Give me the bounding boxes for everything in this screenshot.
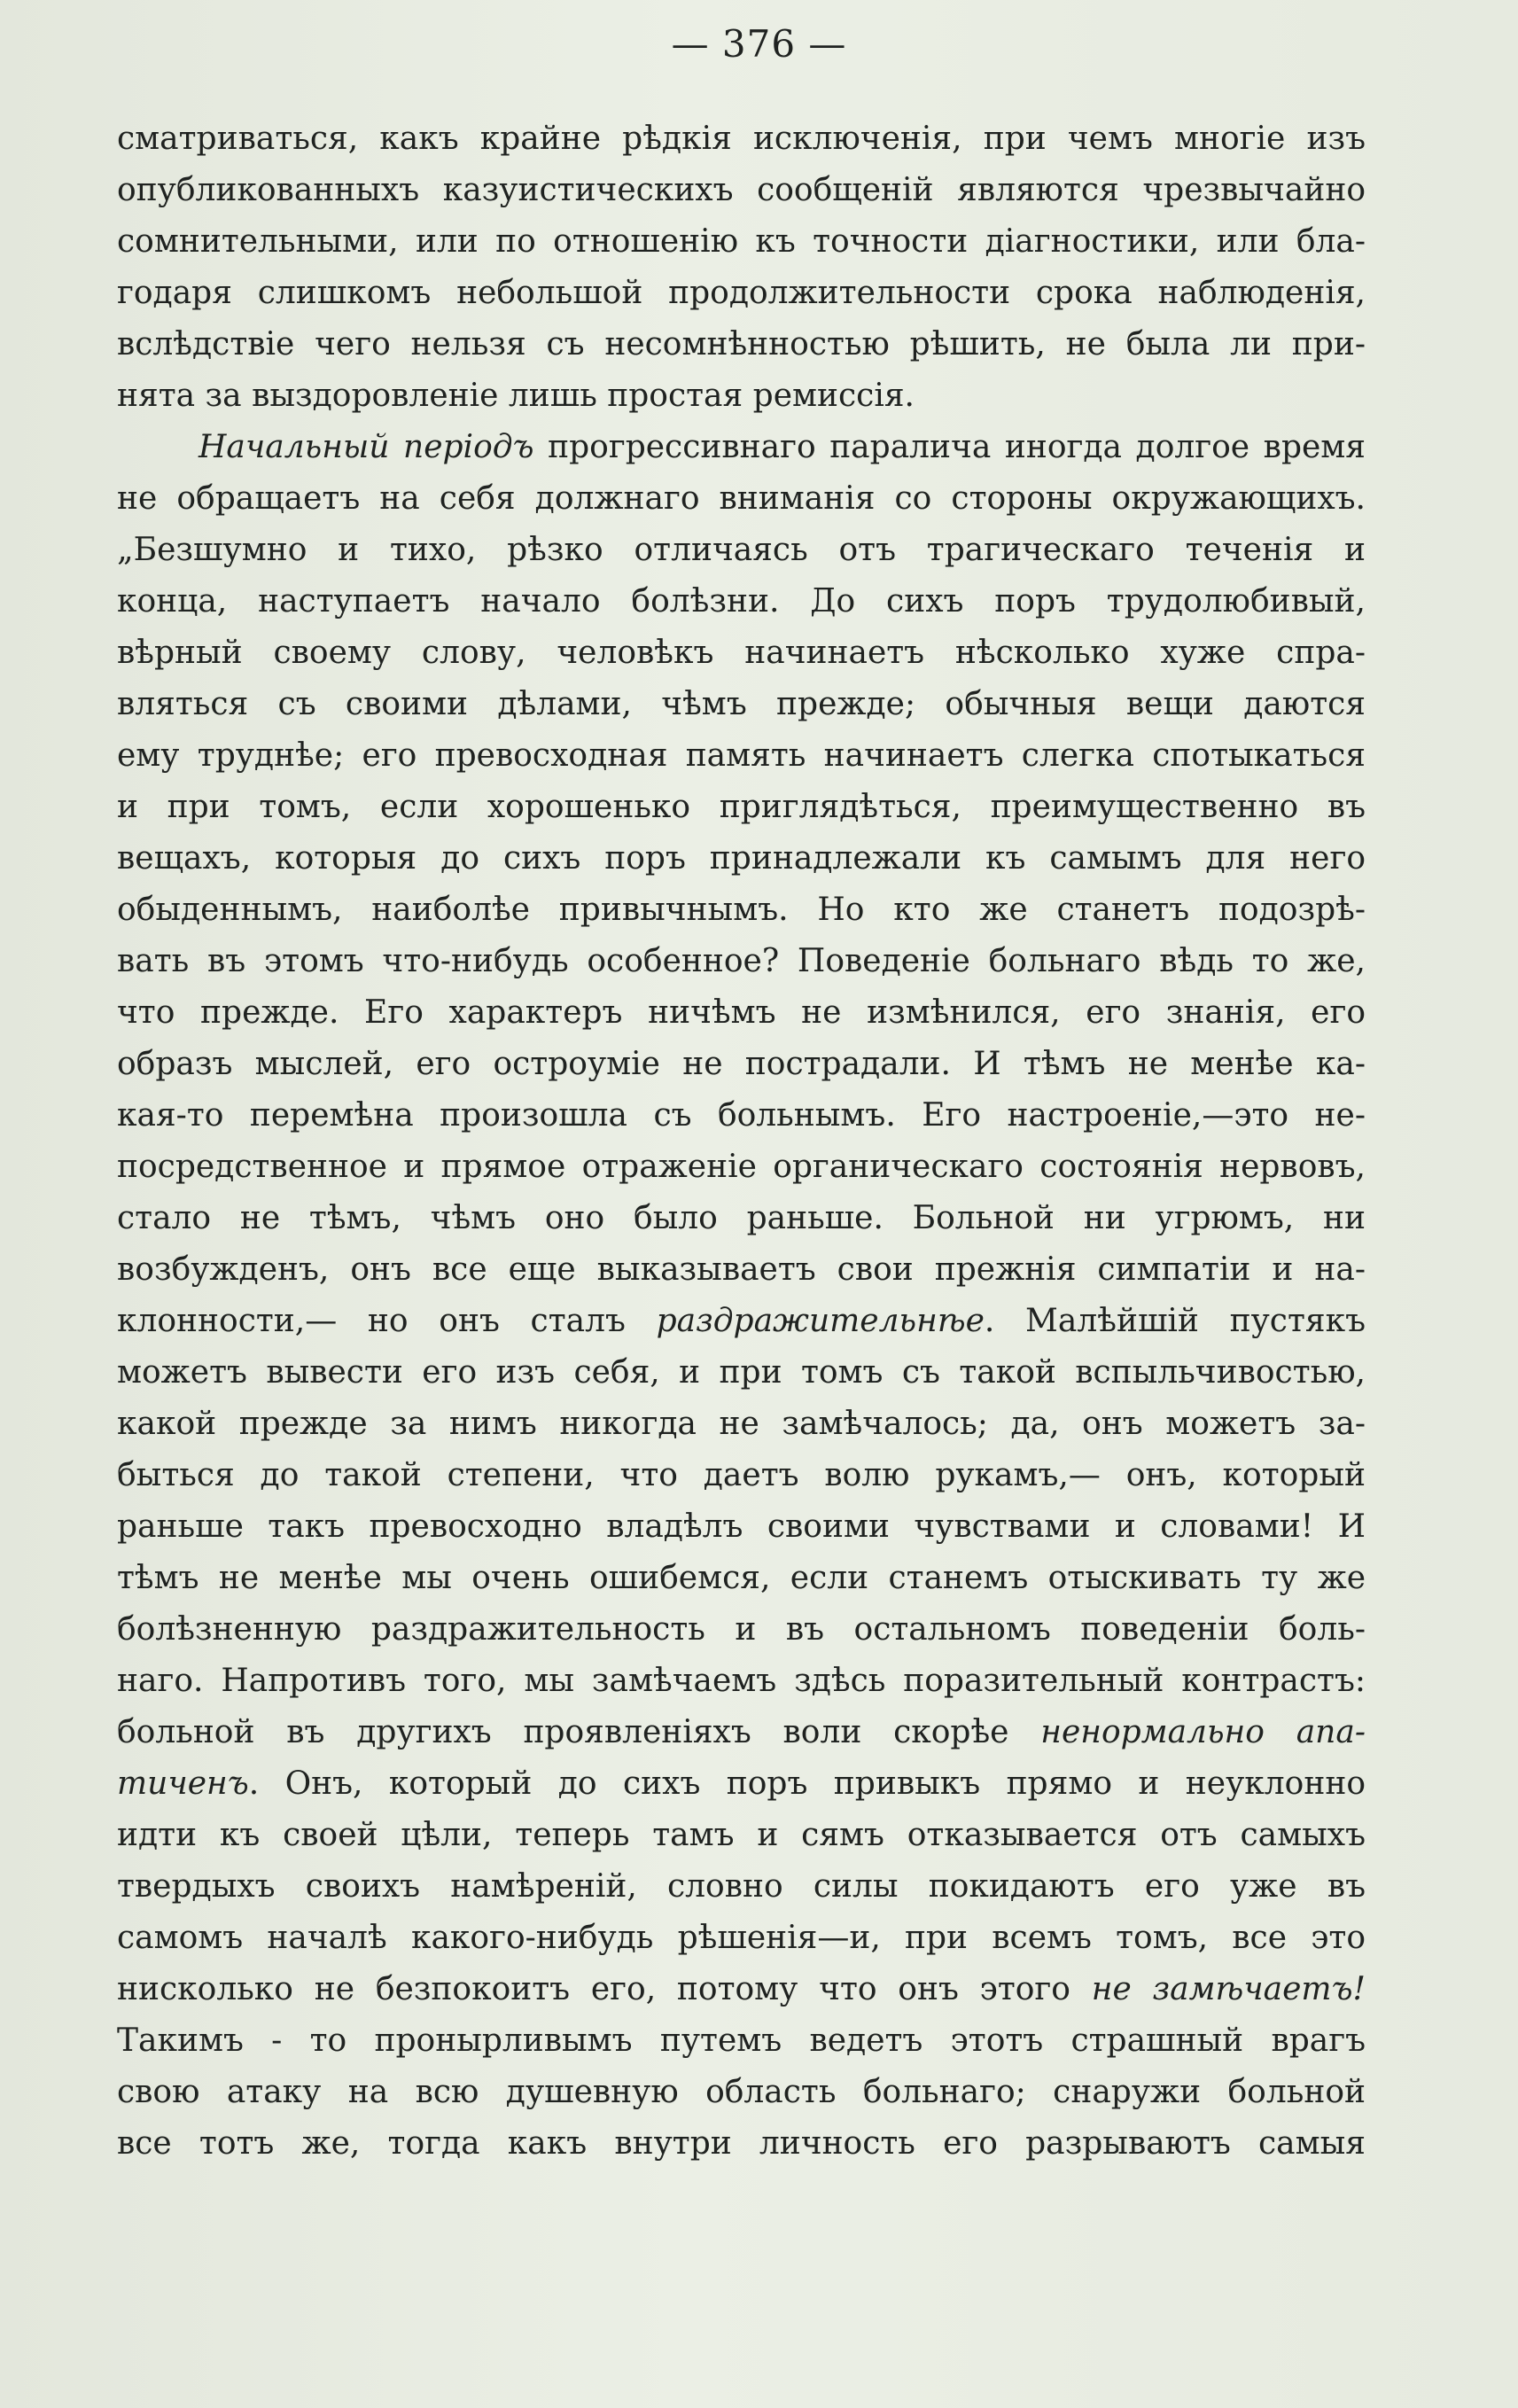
line-text: быться до такой степени, что даетъ волю рукамъ,— онъ, который xyxy=(117,1457,1366,1493)
line-text: самомъ началѣ какого-нибудь рѣшенія—и, при всемъ томъ, все это xyxy=(117,1920,1366,1956)
line-text: кая-то перемѣна произошла съ больнымъ. Его настроеніе,—это не- xyxy=(117,1097,1366,1134)
text-line xyxy=(117,987,1366,1039)
line-text: обыденнымъ, наиболѣе привычнымъ. Но кто же станетъ подозрѣ- xyxy=(117,892,1366,928)
italic-text: не замѣчаетъ! xyxy=(1091,1971,1366,2007)
text-line xyxy=(117,1810,1366,1861)
text-line xyxy=(117,165,1366,216)
text-line xyxy=(117,1399,1366,1450)
text-line xyxy=(117,1758,1366,1810)
text-line xyxy=(117,1707,1366,1758)
text-line xyxy=(117,782,1366,833)
text-line xyxy=(117,216,1366,268)
text-line xyxy=(117,422,1366,473)
line-text: конца, наступаетъ начало болѣзни. До сихъ поръ трудолюбивый, xyxy=(117,583,1366,620)
line-text: годаря слишкомъ небольшой продолжительности срока наблюденія, xyxy=(117,275,1366,311)
line-text: болѣзненную раздражительность и въ остальномъ поведеніи боль- xyxy=(117,1611,1366,1648)
line-text: какой прежде за нимъ никогда не замѣчалось; да, онъ можетъ за- xyxy=(117,1406,1366,1442)
text-line xyxy=(117,1501,1366,1553)
line-text: не обращаетъ на себя должнаго вниманія со стороны окружающихъ. xyxy=(117,480,1366,517)
text-line xyxy=(117,884,1366,936)
line-text: клонности,— но онъ сталъ xyxy=(117,1303,657,1339)
line-text: что прежде. Его характеръ ничѣмъ не измѣнился, его знанія, его xyxy=(117,994,1366,1031)
italic-text: раздражительнѣе xyxy=(656,1303,985,1339)
text-line xyxy=(117,1450,1366,1501)
line-text: можетъ вывести его изъ себя, и при томъ съ такой вспыльчивостью, xyxy=(117,1354,1366,1391)
text-line xyxy=(117,833,1366,884)
text-line xyxy=(117,1193,1366,1244)
text-line xyxy=(117,319,1366,370)
line-text: и при томъ, если хорошенько приглядѣться, преимущественно въ xyxy=(117,789,1366,825)
text-line xyxy=(117,525,1366,576)
line-text: сомнительными, или по отношенію къ точности діагностики, или бла- xyxy=(117,223,1366,260)
text-line xyxy=(117,1296,1366,1347)
body-text xyxy=(117,113,1366,2170)
text-line xyxy=(117,1913,1366,1964)
text-line xyxy=(117,1656,1366,1707)
line-text: вслѣдствіе чего нельзя съ несомнѣнностью рѣшить, не была ли при- xyxy=(117,326,1366,362)
italic-text: тиченъ xyxy=(117,1765,249,1802)
line-text: идти къ своей цѣли, теперь тамъ и сямъ отказывается отъ самыхъ xyxy=(117,1817,1366,1853)
text-line xyxy=(117,1347,1366,1399)
line-text: . Онъ, который до сихъ поръ привыкъ прямо и неуклонно xyxy=(248,1765,1366,1802)
page-number: — 376 — xyxy=(671,22,847,66)
text-line xyxy=(117,370,1366,422)
text-line xyxy=(117,679,1366,730)
text-line xyxy=(117,576,1366,627)
line-text: раньше такъ превосходно владѣлъ своими чувствами и словами! И xyxy=(117,1508,1366,1545)
text-line xyxy=(117,936,1366,987)
line-text: вать въ этомъ что-нибудь особенное? Поведеніе больнаго вѣдь то же, xyxy=(117,943,1366,979)
line-text: образъ мыслей, его остроуміе не пострадали. И тѣмъ не менѣе ка- xyxy=(117,1046,1366,1082)
line-text: нисколько не безпокоитъ его, потому что онъ этого xyxy=(117,1971,1092,2007)
line-text: прогрессивнаго паралича иногда долгое время xyxy=(533,429,1366,465)
text-line xyxy=(117,627,1366,679)
italic-text: ненормально апа- xyxy=(1040,1714,1366,1750)
text-line xyxy=(117,2067,1366,2118)
text-line xyxy=(117,1964,1366,2015)
text-line xyxy=(117,1553,1366,1604)
text-line xyxy=(117,1039,1366,1090)
line-text: вѣрный своему слову, человѣкъ начинаетъ нѣсколько хуже спра- xyxy=(117,635,1366,671)
line-text: Такимъ - то пронырливымъ путемъ ведетъ этотъ страшный врагъ xyxy=(117,2022,1366,2059)
line-text: твердыхъ своихъ намѣреній, словно силы покидаютъ его уже въ xyxy=(117,1868,1366,1905)
line-text: посредственное и прямое отраженіе органическаго состоянія нервовъ, xyxy=(117,1149,1366,1185)
text-line xyxy=(117,1861,1366,1913)
text-line xyxy=(117,1604,1366,1656)
text-line xyxy=(117,2118,1366,2170)
line-text: стало не тѣмъ, чѣмъ оно было раньше. Больной ни угрюмъ, ни xyxy=(117,1200,1366,1236)
line-text: больной въ другихъ проявленіяхъ воли скорѣе xyxy=(117,1714,1041,1750)
line-text: все тотъ же, тогда какъ внутри личность его разрываютъ самыя xyxy=(117,2125,1366,2162)
italic-text: Начальный періодъ xyxy=(199,429,534,465)
text-line xyxy=(117,268,1366,319)
line-text: сматриваться, какъ крайне рѣдкія исключенія, при чемъ многіе изъ xyxy=(117,121,1366,157)
line-text: вещахъ, которыя до сихъ поръ принадлежали къ самымъ для него xyxy=(117,840,1366,877)
text-line xyxy=(117,1244,1366,1296)
line-text: возбужденъ, онъ все еще выказываетъ свои прежнія симпатіи и на- xyxy=(117,1251,1366,1288)
text-line xyxy=(117,730,1366,782)
line-text: вляться съ своими дѣлами, чѣмъ прежде; обычныя вещи даются xyxy=(117,686,1366,722)
text-line xyxy=(117,1142,1366,1193)
line-text: „Безшумно и тихо, рѣзко отличаясь отъ трагическаго теченія и xyxy=(117,532,1366,568)
line-text: опубликованныхъ казуистическихъ сообщеній являются чрезвычайно xyxy=(117,172,1366,208)
line-text: наго. Напротивъ того, мы замѣчаемъ здѣсь поразительный контрастъ: xyxy=(117,1663,1366,1699)
text-line xyxy=(117,1090,1366,1142)
line-text: свою атаку на всю душевную область больнаго; снаружи больной xyxy=(117,2074,1366,2110)
text-line xyxy=(117,473,1366,525)
line-text: тѣмъ не менѣе мы очень ошибемся, если станемъ отыскивать ту же xyxy=(117,1560,1366,1596)
line-text: нята за выздоровленіе лишь простая ремиссія. xyxy=(117,378,915,414)
line-text: ему труднѣе; его превосходная память начинаетъ слегка спотыкаться xyxy=(117,737,1366,774)
text-line xyxy=(117,113,1366,165)
line-text: . Малѣйшій пустякъ xyxy=(984,1303,1366,1339)
text-line xyxy=(117,2015,1366,2067)
